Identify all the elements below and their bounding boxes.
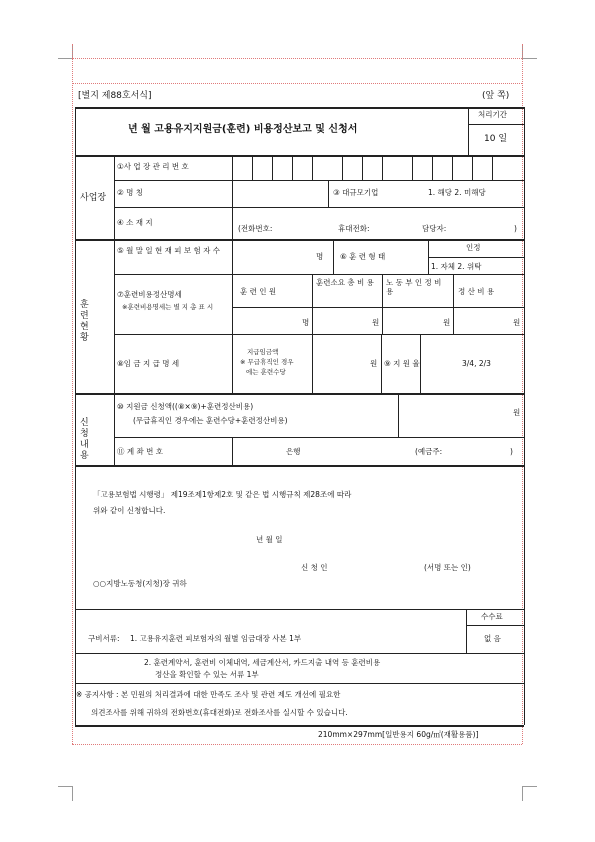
attachments-label: 구비서류:	[88, 634, 120, 643]
support-rate-value: 3/4, 2/3	[462, 359, 491, 368]
cost-settlement-label: ⑦훈련비용정산명세	[117, 290, 182, 299]
app-amount-divider	[398, 393, 399, 437]
margin-guide-bottom	[72, 744, 522, 745]
notice-bottom	[75, 725, 524, 727]
wage-unit: 원	[370, 359, 378, 368]
training-type-label: ⑥ 훈 련 형 태	[340, 252, 386, 261]
train-col-divider	[114, 239, 115, 393]
id-box-2	[272, 155, 273, 180]
table-top-border	[75, 107, 524, 109]
app-col-divider	[114, 393, 115, 465]
business-section-label: 사업장	[80, 193, 107, 203]
notice-line1: ※ 공지사항 : 본 민원의 처리결과에 대한 만족도 조사 및 관련 제도 개선에 필요한	[76, 690, 341, 699]
title-bottom	[75, 155, 524, 157]
form-title: 년 월 고용유지지원금(훈련) 비용정산보고 및 신청서	[128, 124, 358, 135]
id-box-5	[342, 155, 343, 180]
subsidy-amount-line1: ⑩ 지원금 신청액((⑧×⑨)+훈련정산비용)	[117, 402, 254, 411]
col-total-cost: 훈련소요 총 비 용	[316, 278, 374, 287]
train-bottom	[75, 393, 524, 395]
large-company-label: ③ 대규모기업	[333, 188, 379, 197]
biz-row1-bottom	[114, 180, 524, 181]
wage-desc: 지급임금액	[247, 348, 279, 356]
processing-period-label: 처리기간	[478, 110, 507, 119]
train-row2-bottom	[114, 334, 524, 335]
biz-bottom	[75, 239, 524, 241]
fee-sub	[466, 625, 524, 626]
train-cost-col2	[382, 274, 383, 334]
form-number: [별지 제88호서식]	[78, 91, 152, 101]
signature-label: (서명 또는 인)	[424, 563, 471, 572]
train-type-divider1	[333, 239, 334, 274]
train-label-divider	[232, 239, 233, 393]
processing-period-value: 10 일	[484, 134, 508, 144]
attachment-2-line1: 2. 훈련계약서, 훈련비 이체내역, 세금계산서, 카드지출 내역 등 훈련비용	[144, 658, 381, 667]
biz-row2-bottom	[114, 207, 524, 208]
biz-col-divider	[114, 155, 115, 239]
manager-close: )	[514, 224, 517, 233]
crop-mark-br	[522, 786, 537, 801]
training-type-options: 1. 자체 2. 위탁	[431, 262, 482, 271]
account-label: ⑪ 계 좌 번 호	[117, 447, 164, 456]
wage-label: ⑧임 금 지 급 명 세	[117, 359, 180, 368]
declaration-line2: 위와 같이 신청합니다.	[93, 506, 166, 515]
addressee: ○○지방노동청(지청)장 귀하	[93, 579, 187, 588]
train-row2-mid	[232, 307, 524, 308]
depositor-close: )	[510, 447, 513, 456]
side-label: (앞 쪽)	[482, 91, 510, 101]
biz-size-divider	[328, 180, 329, 207]
decl-bottom	[75, 609, 524, 610]
applicant-label: 신 청 인	[301, 563, 328, 572]
mobile-label: 휴대전화:	[338, 224, 370, 233]
total-cost-unit: 원	[372, 318, 380, 327]
margin-guide-left	[72, 44, 73, 744]
crop-mark-tr	[522, 44, 537, 59]
col-recognized-cost: 노 동 부 인 정 비 용	[386, 278, 442, 296]
col-trainees: 훈 련 인 원	[240, 287, 277, 296]
table-left-border	[75, 107, 76, 725]
margin-guide-top	[72, 58, 522, 59]
fee-divider	[466, 609, 467, 653]
insured-count-unit: 명	[316, 252, 324, 261]
id-box-9	[432, 155, 433, 180]
wage-divider3	[420, 334, 421, 393]
app-account-divider	[232, 437, 233, 465]
id-box-11	[472, 155, 473, 180]
table-right-border	[524, 107, 525, 725]
fee-value: 없 음	[484, 634, 501, 643]
training-section-label: 훈 련 현 황	[80, 300, 89, 343]
settlement-unit: 원	[513, 318, 521, 327]
depositor-label: (예금주:	[415, 447, 443, 456]
id-box-1	[252, 155, 253, 180]
paper-spec: 210mm×297mm[일반용지 60g/㎡(재활용품)]	[318, 730, 479, 739]
id-box-4	[312, 155, 313, 180]
id-box-6	[362, 155, 363, 180]
training-type-value: 인정	[466, 243, 481, 252]
bank-label: 은행	[286, 447, 301, 456]
wage-divider2	[381, 334, 382, 393]
wage-divider1	[312, 334, 313, 393]
train-cost-col3	[453, 274, 454, 334]
id-box-12	[492, 155, 493, 180]
app-row1-bottom	[114, 437, 524, 438]
train-cost-col1	[312, 274, 313, 334]
id-box-3	[292, 155, 293, 180]
fee-label: 수수료	[481, 612, 503, 621]
margin-guide-top2	[72, 83, 522, 84]
id-box-10	[452, 155, 453, 180]
crop-mark-bl	[58, 786, 73, 801]
wage-desc-note1: ※ 무급휴직인 경우	[240, 358, 294, 366]
app-bottom	[75, 465, 524, 467]
trainees-unit: 명	[302, 318, 310, 327]
crop-mark-tl	[58, 44, 73, 59]
manager-label: 담당자:	[422, 224, 447, 233]
attachment-1: 1. 고용유지훈련 피보험자의 월별 임금대장 사본 1부	[130, 634, 302, 643]
attachment-2-line2: 정산을 확인할 수 있는 서류 1부	[155, 670, 259, 679]
col-settlement: 정 산 비 용	[458, 287, 495, 296]
phone-label: (전화번호:	[238, 224, 273, 233]
address-label: ④ 소 재 지	[117, 218, 153, 227]
declaration-date: 년 월 일	[256, 535, 283, 544]
id-box-8	[412, 155, 413, 180]
application-section-label: 신 청 내 용	[80, 418, 89, 461]
insured-count-label: ⑤ 월 말 일 현 재 피 보 험 자 수	[117, 246, 221, 255]
id-box-7	[382, 155, 383, 180]
cost-settlement-note: ※훈련비용명세는 별 지 총 표 시	[122, 303, 214, 311]
business-name-label: ② 명 칭	[117, 188, 143, 197]
large-company-options: 1. 해당 2. 미해당	[428, 188, 486, 197]
notice-line2: 의견조사를 위해 귀하의 전화번호(휴대전화)로 전화조사를 실시할 수 있습니다.	[91, 708, 348, 717]
period-divider	[468, 124, 524, 125]
business-id-label: ①사 업 장 관 리 번 호	[117, 162, 189, 171]
title-divider	[468, 107, 469, 155]
attach2-bottom	[75, 683, 524, 684]
train-row1-bottom	[114, 274, 524, 275]
recognized-cost-unit: 원	[443, 318, 451, 327]
train-type-sub	[428, 257, 524, 258]
subsidy-amount-unit: 원	[513, 408, 521, 417]
biz-label-divider	[232, 155, 233, 239]
subsidy-amount-line2: (무급휴직인 경우에는 훈련수당+훈련정산비용)	[133, 416, 288, 425]
support-rate-label: ⑨ 지 원 율	[384, 359, 420, 368]
declaration-line1: 「고용보험법 시행령」 제19조제1항제2호 및 같은 법 시행규칙 제28조에 따라	[93, 490, 352, 499]
attach-bottom	[75, 653, 524, 654]
wage-desc-note2: 에는 훈련수당	[246, 368, 286, 376]
